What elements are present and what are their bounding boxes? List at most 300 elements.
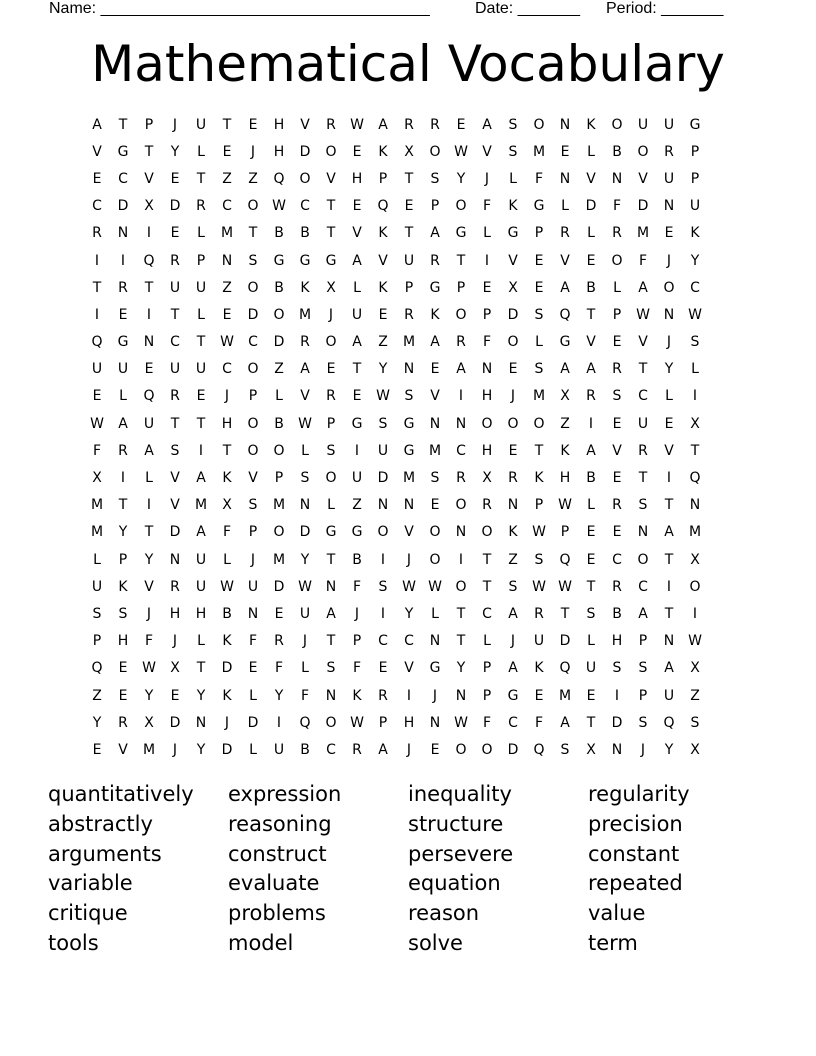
grid-letter: O bbox=[455, 578, 467, 595]
grid-letter: D bbox=[247, 714, 259, 731]
grid-letter: R bbox=[378, 687, 388, 704]
grid-letter: W bbox=[402, 578, 416, 595]
grid-letter: T bbox=[196, 660, 206, 677]
grid-letter: V bbox=[144, 170, 154, 187]
word-bank-item: term bbox=[588, 930, 638, 955]
grid-letter: A bbox=[560, 361, 570, 378]
grid-letter: H bbox=[611, 633, 623, 650]
grid-letter: O bbox=[247, 415, 259, 432]
student-info-header bbox=[49, 0, 749, 22]
grid-row bbox=[84, 437, 734, 464]
grid-letter: C bbox=[404, 633, 414, 650]
grid-letter: W bbox=[90, 415, 104, 432]
grid-letter: S bbox=[612, 660, 622, 677]
grid-letter: D bbox=[169, 524, 181, 541]
grid-letter: F bbox=[274, 660, 284, 677]
grid-letter: I bbox=[354, 442, 360, 459]
grid-letter: W bbox=[454, 143, 468, 160]
grid-letter: U bbox=[91, 361, 103, 378]
grid-letter: O bbox=[247, 361, 259, 378]
grid-letter: M bbox=[142, 741, 156, 758]
grid-letter: K bbox=[508, 524, 518, 541]
period-field: Period: _______ bbox=[606, 0, 724, 17]
grid-letter: Q bbox=[559, 551, 571, 568]
grid-letter: C bbox=[482, 605, 492, 622]
grid-letter: O bbox=[507, 415, 519, 432]
grid-letter: O bbox=[273, 442, 285, 459]
grid-row bbox=[84, 274, 734, 301]
grid-letter: F bbox=[300, 687, 310, 704]
grid-letter: O bbox=[455, 198, 467, 215]
grid-letter: R bbox=[612, 225, 622, 242]
grid-letter: G bbox=[351, 415, 363, 432]
grid-letter: P bbox=[482, 306, 492, 323]
grid-letter: L bbox=[301, 442, 309, 459]
grid-letter: Y bbox=[196, 687, 206, 704]
grid-letter: B bbox=[300, 741, 310, 758]
grid-letter: U bbox=[195, 578, 207, 595]
word-bank-item: expression bbox=[228, 782, 342, 806]
grid-letter: D bbox=[273, 578, 285, 595]
grid-letter: P bbox=[690, 170, 700, 187]
grid-letter: I bbox=[146, 306, 152, 323]
grid-letter: T bbox=[664, 605, 674, 622]
grid-letter: R bbox=[118, 714, 128, 731]
grid-letter: O bbox=[247, 279, 259, 296]
grid-letter: N bbox=[143, 334, 155, 351]
grid-letter: A bbox=[430, 334, 440, 351]
grid-letter: E bbox=[92, 741, 102, 758]
grid-letter: T bbox=[196, 170, 206, 187]
grid-letter: J bbox=[484, 170, 490, 187]
grid-letter: O bbox=[611, 116, 623, 133]
grid-letter: X bbox=[690, 741, 700, 758]
grid-letter: R bbox=[170, 578, 180, 595]
grid-row bbox=[84, 193, 734, 220]
grid-letter: V bbox=[404, 524, 414, 541]
grid-letter: Q bbox=[143, 252, 155, 269]
grid-letter: D bbox=[637, 198, 649, 215]
grid-letter: N bbox=[611, 170, 623, 187]
grid-letter: O bbox=[689, 578, 701, 595]
grid-letter: E bbox=[612, 470, 622, 487]
grid-row bbox=[84, 165, 734, 192]
grid-letter: Y bbox=[196, 741, 206, 758]
grid-letter: O bbox=[429, 551, 441, 568]
grid-letter: E bbox=[586, 252, 596, 269]
grid-letter: W bbox=[272, 198, 286, 215]
word-bank-item: quantitatively bbox=[48, 782, 194, 806]
grid-letter: I bbox=[692, 605, 698, 622]
grid-letter: X bbox=[508, 279, 518, 296]
grid-letter: S bbox=[248, 252, 258, 269]
grid-letter: T bbox=[326, 633, 336, 650]
grid-row bbox=[84, 356, 734, 383]
grid-letter: D bbox=[169, 198, 181, 215]
word-column bbox=[408, 780, 588, 959]
grid-letter: G bbox=[429, 279, 441, 296]
grid-letter: J bbox=[250, 143, 256, 160]
grid-letter: S bbox=[118, 605, 128, 622]
grid-letter: I bbox=[276, 714, 282, 731]
grid-letter: Q bbox=[559, 660, 571, 677]
grid-letter: V bbox=[404, 660, 414, 677]
grid-letter: K bbox=[430, 306, 440, 323]
grid-letter: I bbox=[458, 551, 464, 568]
grid-letter: V bbox=[586, 170, 596, 187]
grid-letter: R bbox=[482, 497, 492, 514]
word-column bbox=[228, 780, 408, 959]
grid-letter: K bbox=[222, 687, 232, 704]
grid-letter: K bbox=[222, 470, 232, 487]
grid-letter: U bbox=[169, 279, 181, 296]
grid-letter: E bbox=[170, 225, 180, 242]
grid-letter: K bbox=[508, 198, 518, 215]
grid-letter: V bbox=[482, 143, 492, 160]
grid-letter: T bbox=[222, 116, 232, 133]
grid-letter: J bbox=[406, 551, 412, 568]
grid-letter: E bbox=[352, 198, 362, 215]
grid-letter: N bbox=[325, 578, 337, 595]
grid-letter: V bbox=[118, 741, 128, 758]
grid-row bbox=[84, 464, 734, 491]
grid-letter: L bbox=[197, 306, 205, 323]
grid-letter: U bbox=[637, 116, 649, 133]
grid-letter: M bbox=[428, 442, 442, 459]
grid-letter: I bbox=[146, 225, 152, 242]
grid-letter: M bbox=[402, 334, 416, 351]
grid-letter: K bbox=[378, 279, 388, 296]
grid-letter: G bbox=[403, 415, 415, 432]
grid-letter: L bbox=[587, 497, 595, 514]
grid-letter: R bbox=[560, 225, 570, 242]
grid-letter: I bbox=[380, 551, 386, 568]
grid-letter: O bbox=[273, 306, 285, 323]
grid-letter: E bbox=[118, 306, 128, 323]
grid-letter: W bbox=[428, 578, 442, 595]
grid-letter: F bbox=[638, 252, 648, 269]
word-column bbox=[48, 780, 228, 959]
grid-letter: G bbox=[117, 334, 129, 351]
grid-letter: E bbox=[118, 687, 128, 704]
grid-letter: N bbox=[455, 524, 467, 541]
grid-letter: M bbox=[220, 225, 234, 242]
grid-letter: Z bbox=[378, 334, 388, 351]
grid-letter: J bbox=[302, 633, 308, 650]
grid-letter: P bbox=[326, 415, 336, 432]
grid-letter: O bbox=[299, 170, 311, 187]
grid-letter: H bbox=[273, 143, 285, 160]
grid-letter: Z bbox=[508, 551, 518, 568]
grid-letter: U bbox=[91, 578, 103, 595]
grid-letter: J bbox=[354, 605, 360, 622]
grid-letter: S bbox=[430, 170, 440, 187]
grid-letter: L bbox=[665, 388, 673, 405]
grid-letter: M bbox=[532, 143, 546, 160]
grid-row bbox=[84, 682, 734, 709]
grid-letter: D bbox=[611, 714, 623, 731]
grid-letter: Q bbox=[689, 470, 701, 487]
name-field: Name: _____________________________________ bbox=[49, 0, 430, 17]
word-column bbox=[588, 780, 768, 959]
grid-letter: C bbox=[612, 551, 622, 568]
word-bank-item: solve bbox=[408, 930, 463, 955]
grid-letter: W bbox=[688, 633, 702, 650]
grid-letter: Y bbox=[664, 741, 674, 758]
grid-letter: N bbox=[403, 497, 415, 514]
grid-letter: H bbox=[273, 116, 285, 133]
grid-letter: E bbox=[534, 279, 544, 296]
grid-letter: N bbox=[117, 225, 129, 242]
grid-letter: D bbox=[273, 334, 285, 351]
grid-letter: L bbox=[145, 470, 153, 487]
grid-letter: C bbox=[690, 279, 700, 296]
grid-letter: T bbox=[170, 306, 180, 323]
grid-letter: O bbox=[429, 524, 441, 541]
grid-letter: U bbox=[403, 252, 415, 269]
grid-letter: X bbox=[326, 279, 336, 296]
grid-letter: Q bbox=[143, 388, 155, 405]
grid-letter: L bbox=[353, 279, 361, 296]
grid-letter: K bbox=[222, 633, 232, 650]
grid-letter: T bbox=[326, 198, 336, 215]
word-bank-item: evaluate bbox=[228, 871, 320, 896]
grid-letter: E bbox=[430, 361, 440, 378]
grid-letter: D bbox=[507, 741, 519, 758]
grid-letter: A bbox=[664, 524, 674, 541]
grid-letter: P bbox=[638, 633, 648, 650]
grid-letter: D bbox=[299, 524, 311, 541]
grid-letter: Z bbox=[248, 170, 258, 187]
grid-letter: T bbox=[118, 497, 128, 514]
grid-letter: V bbox=[92, 143, 102, 160]
grid-letter: W bbox=[298, 415, 312, 432]
grid-letter: U bbox=[585, 660, 597, 677]
grid-letter: E bbox=[664, 225, 674, 242]
grid-letter: R bbox=[456, 470, 466, 487]
word-bank-item: equation bbox=[408, 871, 501, 896]
grid-letter: I bbox=[94, 252, 100, 269]
grid-letter: G bbox=[351, 524, 363, 541]
grid-letter: E bbox=[586, 524, 596, 541]
grid-letter: V bbox=[170, 497, 180, 514]
grid-letter: R bbox=[92, 225, 102, 242]
grid-letter: K bbox=[378, 225, 388, 242]
grid-letter: O bbox=[455, 741, 467, 758]
grid-letter: R bbox=[404, 306, 414, 323]
grid-letter: O bbox=[455, 497, 467, 514]
grid-letter: E bbox=[274, 605, 284, 622]
grid-letter: Y bbox=[144, 551, 154, 568]
grid-letter: A bbox=[196, 524, 206, 541]
grid-letter: B bbox=[222, 605, 232, 622]
grid-letter: J bbox=[224, 388, 230, 405]
grid-letter: V bbox=[560, 252, 570, 269]
grid-letter: T bbox=[456, 633, 466, 650]
grid-letter: X bbox=[586, 741, 596, 758]
grid-letter: R bbox=[586, 388, 596, 405]
grid-letter: R bbox=[352, 741, 362, 758]
grid-letter: V bbox=[144, 578, 154, 595]
grid-letter: S bbox=[586, 605, 596, 622]
grid-letter: A bbox=[482, 116, 492, 133]
grid-letter: X bbox=[144, 714, 154, 731]
grid-letter: W bbox=[298, 578, 312, 595]
grid-letter: R bbox=[404, 116, 414, 133]
grid-letter: J bbox=[224, 714, 230, 731]
grid-letter: W bbox=[532, 578, 546, 595]
grid-letter: V bbox=[638, 334, 648, 351]
grid-letter: U bbox=[195, 361, 207, 378]
grid-letter: O bbox=[325, 470, 337, 487]
grid-letter: I bbox=[692, 388, 698, 405]
grid-letter: U bbox=[533, 633, 545, 650]
grid-letter: N bbox=[559, 116, 571, 133]
grid-letter: R bbox=[326, 388, 336, 405]
grid-letter: R bbox=[326, 116, 336, 133]
grid-letter: E bbox=[170, 170, 180, 187]
grid-letter: W bbox=[350, 714, 364, 731]
grid-letter: C bbox=[456, 442, 466, 459]
grid-letter: S bbox=[326, 660, 336, 677]
grid-letter: Q bbox=[273, 170, 285, 187]
grid-letter: I bbox=[458, 388, 464, 405]
grid-letter: G bbox=[429, 660, 441, 677]
grid-letter: L bbox=[197, 633, 205, 650]
grid-letter: S bbox=[430, 470, 440, 487]
grid-letter: W bbox=[350, 116, 364, 133]
grid-letter: M bbox=[272, 497, 286, 514]
word-bank-item: inequality bbox=[408, 782, 512, 806]
grid-letter: C bbox=[248, 334, 258, 351]
grid-letter: L bbox=[301, 660, 309, 677]
grid-letter: G bbox=[559, 334, 571, 351]
grid-letter: U bbox=[663, 687, 675, 704]
grid-letter: P bbox=[560, 524, 570, 541]
grid-letter: O bbox=[247, 198, 259, 215]
grid-letter: M bbox=[298, 306, 312, 323]
grid-letter: T bbox=[196, 334, 206, 351]
grid-letter: A bbox=[144, 442, 154, 459]
grid-letter: O bbox=[325, 143, 337, 160]
grid-letter: I bbox=[120, 470, 126, 487]
grid-letter: D bbox=[507, 306, 519, 323]
grid-letter: J bbox=[328, 306, 334, 323]
letter-grid bbox=[84, 111, 734, 764]
grid-letter: B bbox=[586, 470, 596, 487]
grid-letter: O bbox=[533, 116, 545, 133]
grid-letter: F bbox=[144, 633, 154, 650]
grid-letter: L bbox=[431, 605, 439, 622]
grid-letter: H bbox=[481, 388, 493, 405]
grid-letter: P bbox=[404, 279, 414, 296]
grid-letter: J bbox=[640, 741, 646, 758]
grid-letter: T bbox=[456, 605, 466, 622]
grid-letter: N bbox=[455, 415, 467, 432]
grid-letter: T bbox=[690, 442, 700, 459]
grid-letter: J bbox=[172, 633, 178, 650]
grid-row bbox=[84, 736, 734, 763]
grid-letter: M bbox=[688, 524, 702, 541]
grid-letter: E bbox=[560, 143, 570, 160]
grid-row bbox=[84, 546, 734, 573]
grid-letter: I bbox=[380, 605, 386, 622]
grid-letter: A bbox=[638, 605, 648, 622]
grid-letter: L bbox=[119, 388, 127, 405]
word-bank-item: abstractly bbox=[48, 811, 153, 836]
grid-letter: S bbox=[378, 578, 388, 595]
grid-letter: T bbox=[638, 361, 648, 378]
grid-letter: Z bbox=[690, 687, 700, 704]
grid-letter: O bbox=[325, 334, 337, 351]
grid-letter: G bbox=[117, 143, 129, 160]
grid-letter: A bbox=[378, 116, 388, 133]
grid-letter: M bbox=[636, 225, 650, 242]
grid-letter: K bbox=[378, 143, 388, 160]
grid-letter: S bbox=[508, 143, 518, 160]
grid-letter: P bbox=[248, 524, 258, 541]
grid-row bbox=[84, 111, 734, 138]
grid-letter: Y bbox=[378, 361, 388, 378]
grid-letter: Y bbox=[118, 524, 128, 541]
grid-row bbox=[84, 383, 734, 410]
grid-letter: O bbox=[429, 143, 441, 160]
grid-letter: X bbox=[560, 388, 570, 405]
grid-letter: R bbox=[300, 334, 310, 351]
grid-letter: H bbox=[351, 170, 363, 187]
grid-letter: E bbox=[144, 361, 154, 378]
grid-letter: B bbox=[300, 225, 310, 242]
grid-letter: W bbox=[636, 306, 650, 323]
grid-letter: U bbox=[299, 605, 311, 622]
grid-letter: E bbox=[352, 143, 362, 160]
grid-letter: A bbox=[508, 605, 518, 622]
grid-letter: P bbox=[456, 279, 466, 296]
grid-letter: T bbox=[118, 116, 128, 133]
grid-letter: S bbox=[690, 334, 700, 351]
grid-letter: Z bbox=[274, 361, 284, 378]
word-bank-item: constant bbox=[588, 841, 680, 866]
grid-letter: T bbox=[248, 225, 258, 242]
grid-letter: Y bbox=[144, 687, 154, 704]
grid-letter: R bbox=[118, 279, 128, 296]
grid-letter: G bbox=[299, 252, 311, 269]
grid-letter: Q bbox=[91, 660, 103, 677]
grid-letter: C bbox=[638, 578, 648, 595]
grid-letter: E bbox=[222, 306, 232, 323]
grid-letter: E bbox=[170, 687, 180, 704]
grid-letter: E bbox=[430, 741, 440, 758]
grid-letter: V bbox=[378, 252, 388, 269]
grid-letter: T bbox=[92, 279, 102, 296]
grid-letter: I bbox=[614, 687, 620, 704]
grid-letter: K bbox=[534, 470, 544, 487]
word-bank-item: variable bbox=[48, 871, 133, 896]
grid-letter: M bbox=[90, 524, 104, 541]
grid-letter: H bbox=[221, 415, 233, 432]
grid-letter: E bbox=[612, 524, 622, 541]
grid-letter: H bbox=[559, 470, 571, 487]
word-bank-item: reasoning bbox=[228, 811, 332, 836]
grid-letter: B bbox=[352, 551, 362, 568]
grid-letter: Y bbox=[92, 714, 102, 731]
grid-letter: J bbox=[666, 334, 672, 351]
grid-row bbox=[84, 410, 734, 437]
grid-letter: U bbox=[351, 470, 363, 487]
grid-letter: T bbox=[664, 551, 674, 568]
grid-letter: T bbox=[534, 442, 544, 459]
grid-letter: Q bbox=[299, 714, 311, 731]
